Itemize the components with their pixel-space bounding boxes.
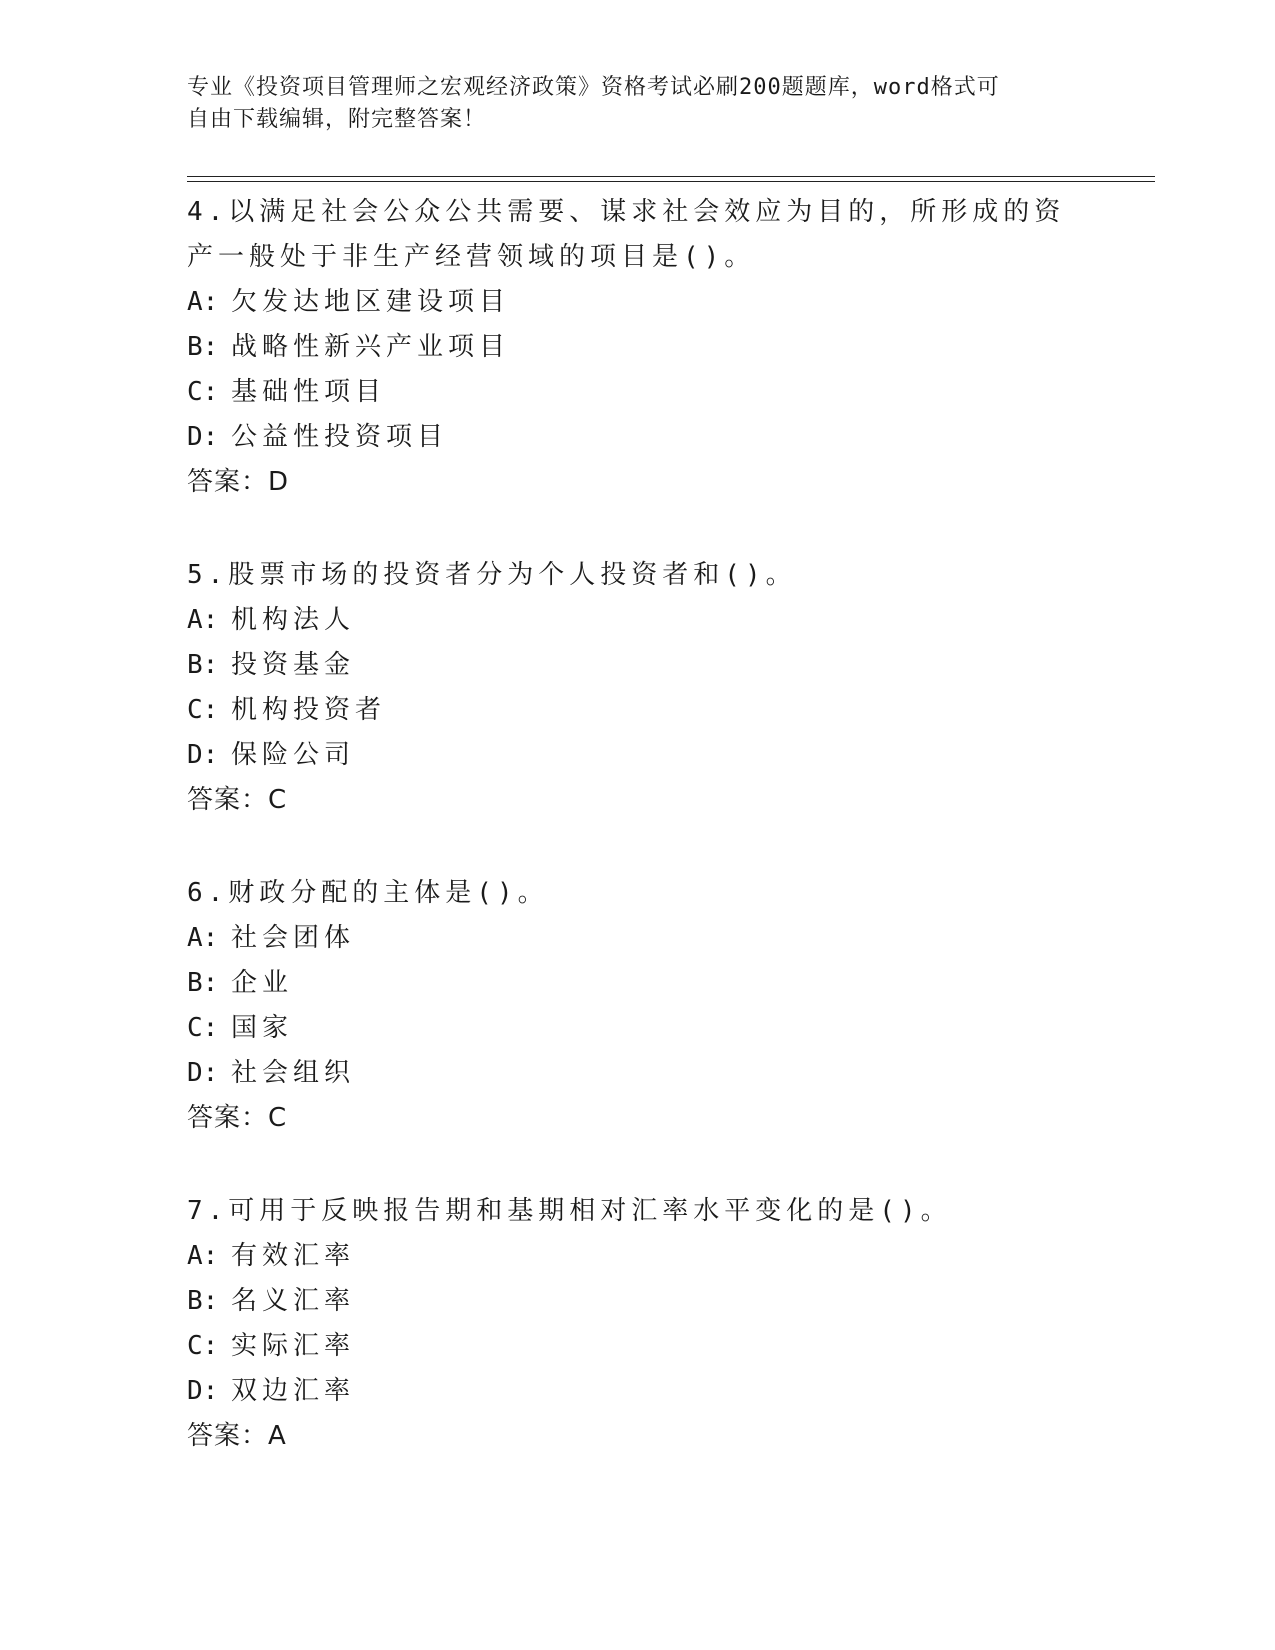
option-text: 欠发达地区建设项目: [231, 287, 511, 317]
answer-line: 答案：C: [187, 1103, 288, 1133]
option-letter: D:: [187, 422, 219, 452]
option-letter: B:: [187, 968, 219, 998]
question-5: [187, 553, 1067, 823]
option-text: 实际汇率: [231, 1331, 356, 1361]
option-text: 名义汇率: [231, 1286, 356, 1316]
option-letter: C:: [187, 1013, 219, 1043]
question-4: [187, 190, 1067, 505]
question-stem: 7.可用于反映报告期和基期相对汇率水平变化的是()。: [187, 1196, 952, 1226]
option-letter: D:: [187, 1058, 219, 1088]
option-c: [187, 370, 1067, 415]
option-text: 社会组织: [231, 1058, 356, 1088]
option-letter: B:: [187, 650, 219, 680]
option-letter: C:: [187, 695, 219, 725]
question-6: [187, 871, 1067, 1141]
option-letter: B:: [187, 332, 219, 362]
option-text: 保险公司: [231, 740, 356, 770]
option-letter: B:: [187, 1286, 219, 1316]
option-text: 双边汇率: [231, 1376, 356, 1406]
option-text: 企业: [231, 968, 294, 998]
option-c: [187, 1324, 1067, 1369]
option-text: 战略性新兴产业项目: [231, 332, 511, 362]
header-double-rule: [187, 176, 1155, 182]
option-letter: A:: [187, 1241, 219, 1271]
option-d: [187, 1369, 1067, 1414]
option-text: 社会团体: [231, 923, 356, 953]
option-letter: A:: [187, 287, 219, 317]
question-stem: 4.以满足社会公众公共需要、谋求社会效应为目的，所形成的资产一般处于非生产经营领域的项目是()。: [187, 197, 1066, 272]
question-stem: 6.财政分配的主体是()。: [187, 878, 549, 908]
option-text: 国家: [231, 1013, 294, 1043]
option-c: [187, 1006, 1067, 1051]
option-text: 投资基金: [231, 650, 356, 680]
option-letter: D:: [187, 740, 219, 770]
answer-line: 答案：D: [187, 467, 290, 497]
option-a: [187, 280, 1067, 325]
option-letter: C:: [187, 1331, 219, 1361]
option-b: [187, 643, 1067, 688]
option-b: [187, 961, 1067, 1006]
option-letter: A:: [187, 923, 219, 953]
option-letter: A:: [187, 605, 219, 635]
header-title-line-1: 专业《投资项目管理师之宏观经济政策》资格考试必刷200题题库，word格式可: [187, 75, 1000, 100]
option-text: 机构法人: [231, 605, 356, 635]
option-text: 公益性投资项目: [231, 422, 449, 452]
option-d: [187, 415, 1067, 460]
option-text: 机构投资者: [231, 695, 387, 725]
question-list: [187, 190, 1067, 1507]
option-b: [187, 325, 1067, 370]
option-letter: C:: [187, 377, 219, 407]
option-a: [187, 1234, 1067, 1279]
option-letter: D:: [187, 1376, 219, 1406]
option-a: [187, 598, 1067, 643]
option-d: [187, 733, 1067, 778]
option-text: 基础性项目: [231, 377, 387, 407]
question-7: [187, 1189, 1067, 1459]
answer-line: 答案：A: [187, 1421, 287, 1451]
option-a: [187, 916, 1067, 961]
question-stem: 5.股票市场的投资者分为个人投资者和()。: [187, 560, 797, 590]
option-d: [187, 1051, 1067, 1096]
document-header: [187, 72, 1087, 136]
option-c: [187, 688, 1067, 733]
option-text: 有效汇率: [231, 1241, 356, 1271]
option-b: [187, 1279, 1067, 1324]
answer-line: 答案：C: [187, 785, 288, 815]
header-title-line-2: 自由下载编辑，附完整答案！: [187, 107, 487, 132]
